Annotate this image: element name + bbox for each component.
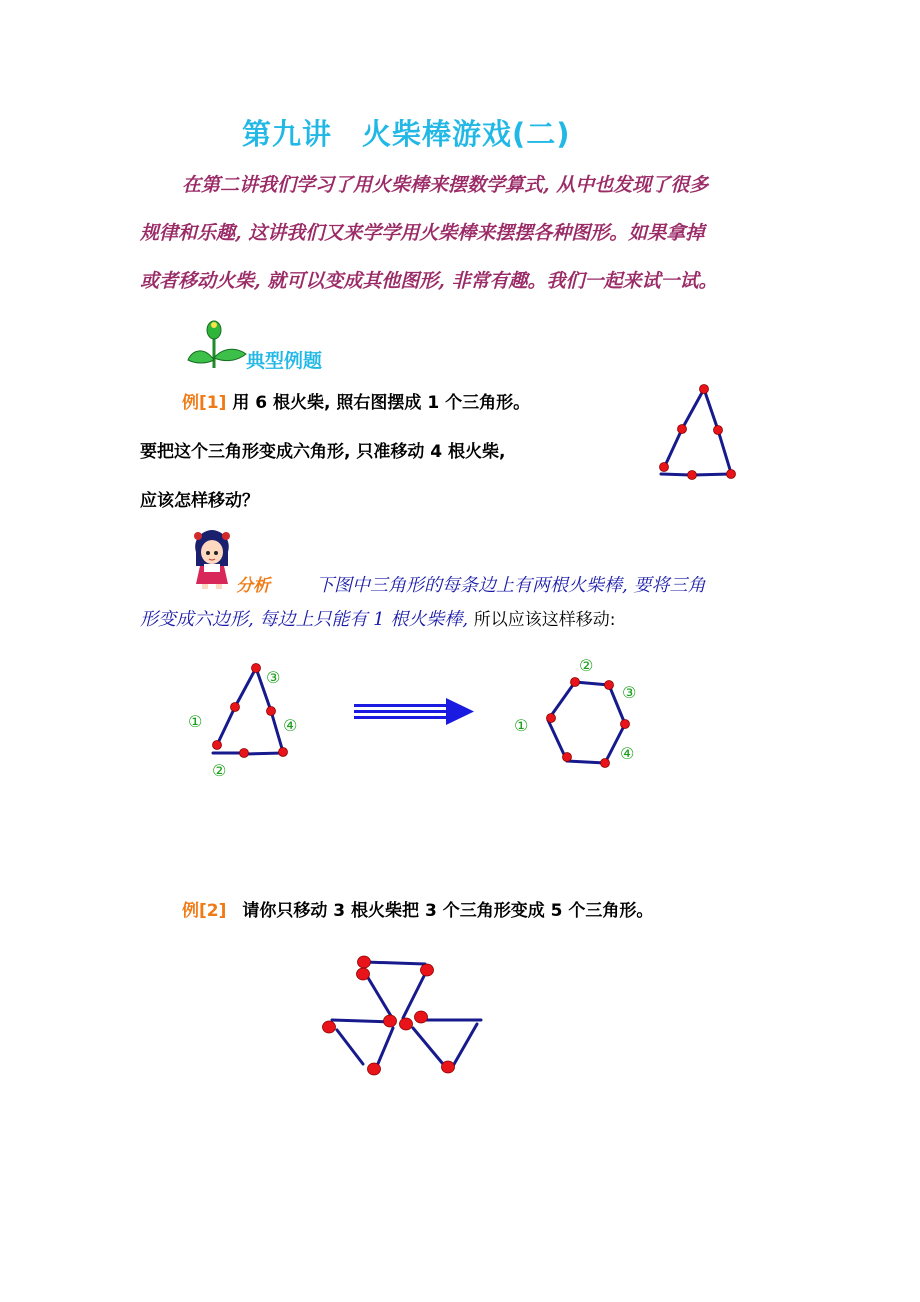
match-head [357,968,370,980]
match-head [660,463,669,472]
match-head [563,753,572,762]
example1-line-2: 要把这个三角形变成六角形, 只准移动 4 根火柴, [140,442,506,462]
analysis-tail: 所以应该这样移动: [473,610,616,630]
circled-number-4: ④ [283,716,298,735]
matchstick [271,711,283,752]
circled-number-2: ② [579,656,594,675]
matchstick [661,474,691,475]
matchstick [403,970,427,1018]
matchstick [217,707,235,745]
match-head [323,1021,336,1033]
circled-number-4: ④ [620,744,635,763]
analysis-label: 分析 [236,576,270,596]
match-head [571,678,580,687]
match-head [547,714,556,723]
matchstick [235,668,256,707]
match-head [252,664,261,673]
matchstick [246,753,283,754]
example1-label: 例[1] [182,393,227,413]
circled-number-3: ③ [622,683,637,702]
flower-icon [186,320,248,372]
match-head [231,703,240,712]
matchstick [453,1024,477,1066]
after-hexagon-figure [505,650,655,780]
match-head [358,956,371,968]
page-title: 第九讲 火柴棒游戏(二) [242,117,571,151]
matchstick [413,1028,443,1064]
match-head [601,759,610,768]
matchstick [682,389,704,429]
analysis-text-2: 形变成六边形, 每边上只能有 1 根火柴棒, [140,609,469,630]
girl-mascot-icon [190,530,234,590]
match-head [279,748,288,757]
example2-three-triangles-figure [315,950,495,1085]
circled-number-3: ③ [266,668,281,687]
matchstick [365,962,425,964]
match-head [421,964,434,976]
intro-line-2: 规律和乐趣, 这讲我们又来学学用火柴棒来摆摆各种图形。如果拿掉 [140,222,705,244]
example1-line-1 [182,388,530,413]
match-head [267,707,276,716]
circled-number-1: ① [514,716,529,735]
section-heading: 典型例题 [246,350,323,372]
match-head [384,1015,397,1027]
before-triangle-figure [180,655,310,785]
intro-line-1: 在第二讲我们学习了用火柴棒来摆数学算式, 从中也发现了很多 [182,174,709,196]
match-head [213,741,222,750]
matchstick [704,389,718,430]
example2-text-1: 请你只移动 3 根火柴把 3 个三角形变成 5 个三角形。 [242,901,654,921]
analysis-line-2 [140,605,616,631]
match-head [678,425,687,434]
matchstick [337,1030,363,1064]
analysis-line-1: 下图中三角形的每条边上有两根火柴棒, 要将三角 [316,575,706,596]
match-head [240,749,249,758]
circled-number-2: ② [212,761,227,780]
example1-text-1: 用 6 根火柴, 照右图摆成 1 个三角形。 [232,393,531,413]
intro-line-3: 或者移动火柴, 就可以变成其他图形, 非常有趣。我们一起来试一试。 [140,270,718,292]
example1-line-3: 应该怎样移动？ [140,491,259,511]
right-arrow-icon [352,698,478,728]
circled-number-1: ① [188,712,203,731]
matchstick [567,761,605,763]
match-head [700,385,709,394]
match-head [605,681,614,690]
matchstick [575,682,609,685]
example1-triangle-figure [655,380,745,485]
match-head [688,471,697,480]
match-head [415,1011,428,1023]
matchstick [664,429,682,468]
match-head [400,1018,413,1030]
example2-label: 例[2] [182,901,227,921]
match-head [442,1061,455,1073]
matchstick [718,430,731,473]
matchstick [377,1028,393,1066]
match-head [621,720,630,729]
match-head [368,1063,381,1075]
example2-line-1 [182,896,653,921]
match-head [714,426,723,435]
matchstick [367,976,391,1016]
matchstick [693,474,731,475]
match-head [727,470,736,479]
